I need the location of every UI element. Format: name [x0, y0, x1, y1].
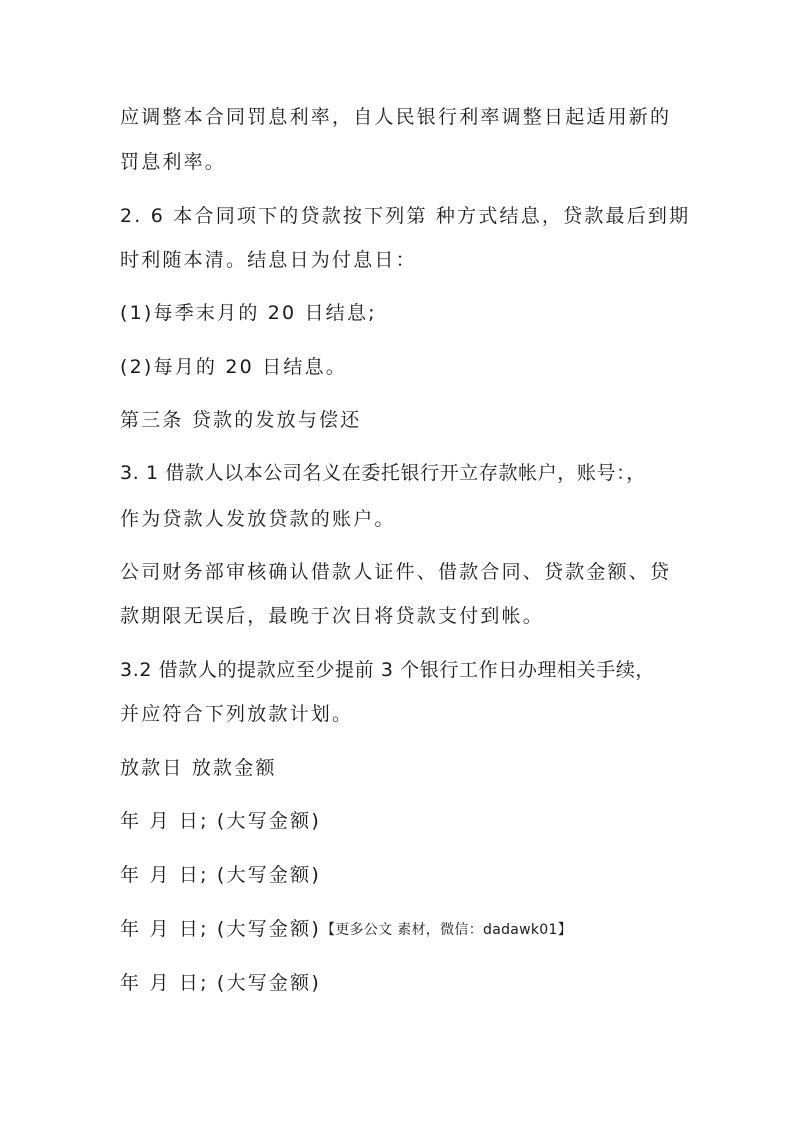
paragraph-line: 2. 6 本合同项下的贷款按下列第 种方式结息，贷款最后到期 — [120, 205, 691, 227]
schedule-row — [120, 916, 572, 943]
schedule-row: 年 月 日; (大写金额) — [120, 864, 321, 886]
paragraph-line: 3.2 借款人的提款应至少提前 3 个银行工作日办理相关手续， — [120, 659, 656, 681]
paragraph-line: 并应符合下列放款计划。 — [120, 703, 354, 725]
paragraph-line: 公司财务部审核确认借款人证件、借款合同、贷款金额、贷 — [120, 561, 672, 583]
schedule-row: 年 月 日; (大写金额) — [120, 972, 321, 994]
paragraph-line: 罚息利率。 — [120, 151, 227, 173]
paragraph-line: 作为贷款人发放贷款的账户。 — [120, 508, 396, 530]
section-heading: 第三条 贷款的发放与偿还 — [120, 409, 362, 431]
paragraph-line: 应调整本合同罚息利率，自人民银行利率调整日起适用新的 — [120, 106, 672, 128]
paragraph-line: 款期限无误后，最晚于次日将贷款支付到帐。 — [120, 605, 545, 627]
promo-note: 【更多公文 素材，微信：dadawk01】 — [320, 922, 573, 938]
list-item: (2)每月的 20 日结息。 — [120, 356, 347, 378]
schedule-row-text: 年 月 日; (大写金额) — [120, 918, 321, 940]
paragraph-line: 时利随本清。结息日为付息日： — [120, 249, 417, 271]
table-header: 放款日 放款金额 — [120, 757, 277, 779]
schedule-row: 年 月 日; (大写金额) — [120, 810, 321, 832]
paragraph-line: 3. 1 借款人以本公司名义在委托银行开立存款帐户，账号：， — [120, 462, 646, 484]
list-item: (1)每季末月的 20 日结息; — [120, 302, 377, 324]
